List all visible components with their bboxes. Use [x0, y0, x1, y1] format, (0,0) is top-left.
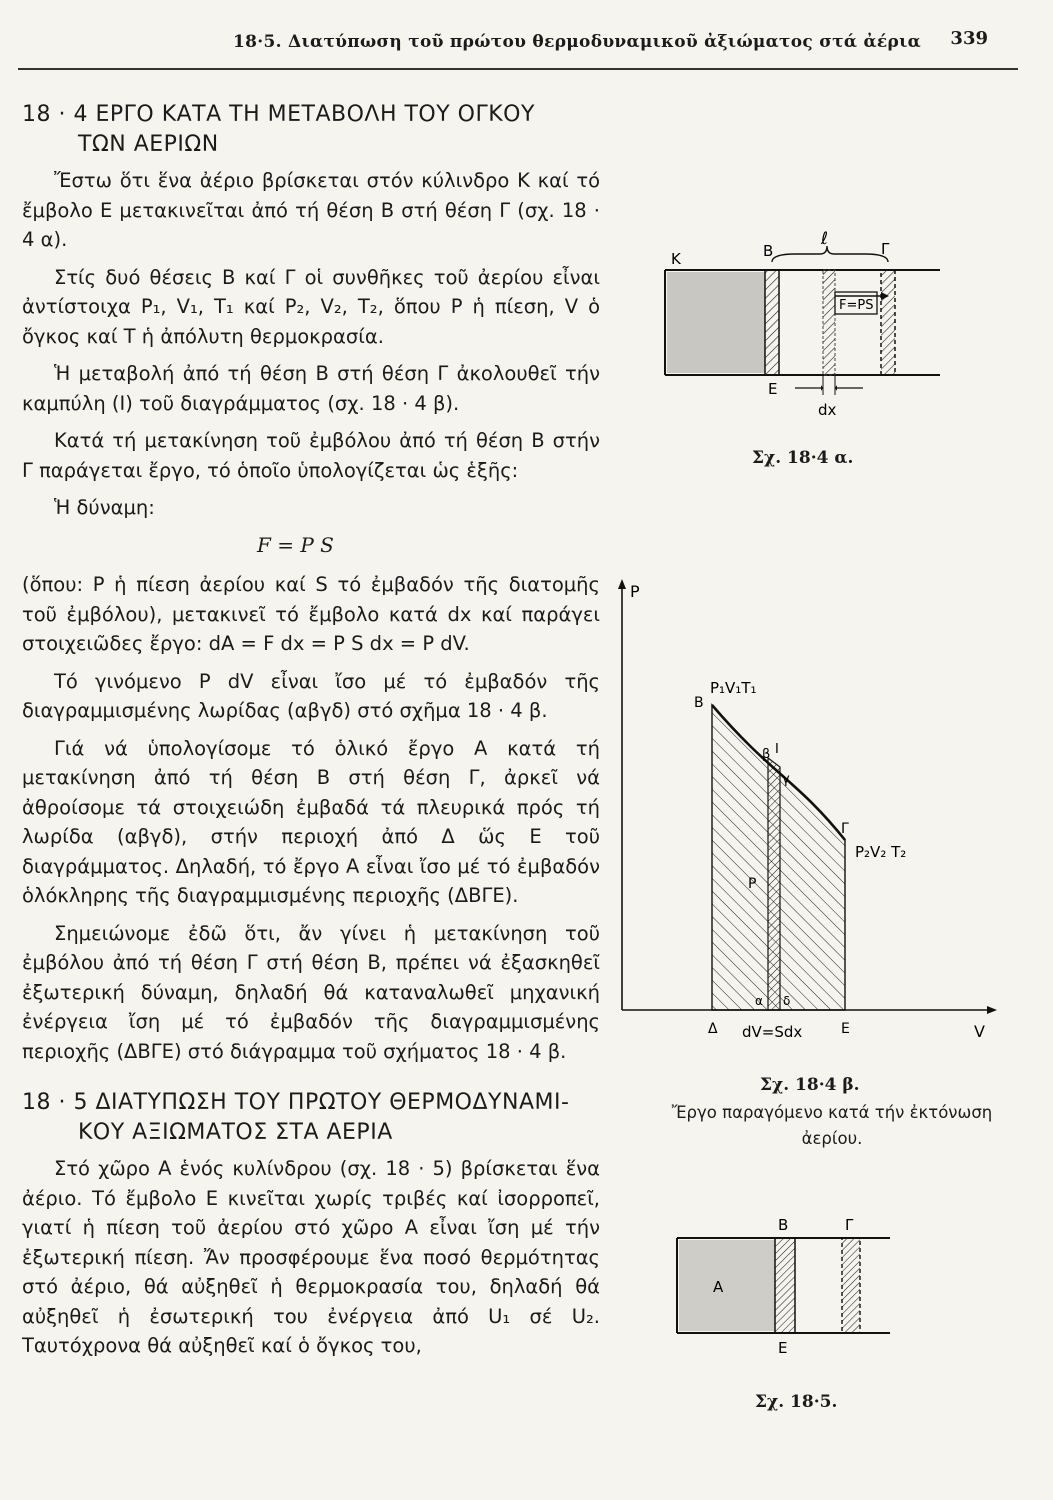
label-B: Β	[694, 695, 704, 711]
label-E: Ε	[768, 380, 778, 398]
figure-18-4b-subcaption	[622, 1100, 1042, 1152]
paragraph: Τό γινόμενο P dV εἶναι ἴσο μέ τό ἐμβαδόν τῆς διαγραμμισμένης λωρίδας (αβγδ) στό σχῆμα 18 · 4 β.	[22, 669, 600, 722]
label-K: Κ	[671, 250, 681, 268]
paragraph: Σημειώνομε ἐδῶ ὅτι, ἄν γίνει ἡ μετακίνηση τοῦ ἐμβόλου ἀπό τή θέση Γ στή θέση Β, πρέπει νά ἐξασκηθεῖ ἐξωτερική δύναμη, δηλαδή θά καταναλωθεῖ μηχανική ἐνέργεια ἴση μέ τό ἐμβαδόν τῆς διαγραμμισμένης περιοχῆς (ΔΒΓΕ) στό διάγραμμα τοῦ σχήματος 18 · 4 β.	[22, 921, 600, 1063]
section-18-5-heading	[22, 1088, 600, 1148]
section-18-4-heading	[22, 100, 600, 160]
label-dx: dx	[818, 401, 837, 419]
label-dV: dV=Sdx	[742, 1023, 803, 1041]
paragraph: Ἡ μεταβολή ἀπό τή θέση Β στή θέση Γ ἀκολουθεῖ τήν καμπύλη (Ι) τοῦ διαγράμματος (σχ. 18 · 4 β).	[22, 362, 600, 415]
paragraph: Στό χῶρο Α ἑνός κυλίνδρου (σχ. 18 · 5) βρίσκεται ἕνα ἀέριο. Τό ἔμβολο Ε κινεῖται χωρίς τριβές καί ἰσορροπεῖ, γιατί ἡ πίεση τοῦ ἀερίου στό χῶρο Α εἶναι ἴση μέ τήν ἐξωτερική πίεση. Ἄν προσφέρουμε ἕνα ποσό θερμότητας στό ἀέριο, θά αὐξηθεῖ ἡ θερμοκρασία του, δηλαδή θά αὐξηθεῖ ἡ ἐσωτερική του ἐνέργεια ἀπό U₁ σέ U₂. Ταυτόχρονα θά αὐξηθεῖ καί ὁ ὄγκος του,	[22, 1157, 600, 1357]
paragraph: Γιά νά ὑπολογίσομε τό ὁλικό ἔργο Α κατά τή μετακίνηση ἀπό τή θέση Β στή θέση Γ, ἀρκεῖ νά ἀθροίσομε τά στοιχειώδη ἐμβαδά τά πλευρικά πρός τή λωρίδα (αβγδ), στήν περιοχή ἀπό Δ ὥς Ε τοῦ διαγράμματος. Δηλαδή, τό ἔργο Α εἶναι ἴσο μέ τό ἐμβαδόν ὁλόκληρης τῆς διαγραμμισμένης περιοχῆς (ΔΒΓΕ).	[22, 736, 600, 907]
label-B: Β	[763, 242, 774, 260]
label-G: Γ	[845, 1216, 854, 1234]
label-G: Γ	[841, 821, 849, 837]
heading-line-2: ΤΩΝ ΑΕΡΙΩΝ	[78, 132, 219, 157]
label-E: Ε	[778, 1339, 788, 1357]
paragraph: Ἔστω ὅτι ἕνα ἀέριο βρίσκεται στόν κύλινδρο Κ καί τό ἔμβολο Ε μετακινεῖται ἀπό τή θέση Β στή θέση Γ (σχ. 18 · 4 α).	[22, 169, 600, 251]
heading-line-1: 18 · 5 ΔΙΑΤΥΠΩΣΗ ΤΟΥ ΠΡΩΤΟΥ ΘΕΡΜΟΔΥΝΑΜΙ-	[22, 1090, 570, 1115]
label-curve: Ι	[775, 742, 779, 757]
paragraph: (ὅπου: Ρ ἡ πίεση ἀερίου καί S τό ἐμβαδόν τῆς διατομῆς τοῦ ἐμβόλου), μετακινεῖ τό ἔμβολο κατά dx καί παράγει στοιχειῶδες ἔργο: dA = F dx = P S dx = P dV.	[22, 573, 600, 655]
gas-region-A	[679, 1240, 775, 1331]
label-gamma: γ	[782, 772, 790, 787]
formula-force: F = P S	[257, 532, 334, 557]
text-column	[22, 100, 600, 1369]
label-state2: P₂V₂ T₂	[855, 843, 907, 861]
label-state1: P₁V₁T₁	[710, 679, 757, 697]
subcaption-line-2: ἀερίου.	[801, 1129, 863, 1148]
page-number: 339	[950, 28, 988, 49]
label-alpha: α	[755, 994, 763, 1008]
piston-E	[775, 1238, 795, 1333]
label-force: F=PS	[839, 298, 874, 313]
paragraph: Κατά τή μετακίνηση τοῦ ἐμβόλου ἀπό τή θέση Β στήν Γ παράγεται ἔργο, τό ὁποῖο ὑπολογίζεται ὡς ἑξῆς:	[22, 429, 600, 482]
label-A: Α	[713, 1278, 724, 1296]
running-header	[18, 22, 1018, 70]
figure-18-5	[665, 1208, 905, 1368]
label-P: P	[748, 876, 757, 892]
label-E: Ε	[841, 1021, 850, 1037]
gas-region	[667, 272, 765, 373]
piston-at-G	[842, 1238, 860, 1333]
heading-line-2: ΚΟΥ ΑΞΙΩΜΑΤΟΣ ΣΤΑ ΑΕΡΙΑ	[78, 1120, 393, 1145]
figure-18-4a-caption: Σχ. 18·4 α.	[752, 448, 854, 468]
length-brace	[772, 246, 888, 262]
strip-dx	[823, 270, 835, 375]
subcaption-line-1: Ἔργο παραγόμενο κατά τήν ἐκτόνωση	[671, 1103, 993, 1122]
label-beta: β	[762, 747, 771, 762]
label-axis-V: V	[974, 1022, 985, 1041]
label-B: Β	[778, 1216, 789, 1234]
figure-18-4b	[612, 575, 1012, 1050]
label-axis-P: P	[630, 582, 640, 601]
figure-18-4a	[655, 230, 955, 430]
label-l: ℓ	[821, 230, 829, 249]
figure-18-5-caption: Σχ. 18·5.	[755, 1392, 838, 1412]
label-delta-small: δ	[783, 994, 791, 1008]
label-G: Γ	[881, 240, 890, 258]
piston-at-B	[765, 270, 779, 375]
heading-line-1: 18 · 4 ΕΡΓΟ ΚΑΤΑ ΤΗ ΜΕΤΑΒΟΛΗ ΤΟΥ ΟΓΚΟΥ	[22, 102, 535, 127]
paragraph: Στίς δυό θέσεις Β καί Γ οἱ συνθῆκες τοῦ ἀερίου εἶναι ἀντίστοιχα P₁, V₁, T₁ καί P₂, V₂, T₂, ὅπου Ρ ἡ πίεση, V ὁ ὄγκος καί Τ ἡ ἀπόλυτη θερμοκρασία.	[22, 265, 600, 348]
paragraph: Ἡ δύναμη:	[54, 496, 155, 519]
running-title: 18·5. Διατύπωση τοῦ πρώτου θερμοδυναμικοῦ ἀξιώματος στά ἀέρια	[233, 32, 922, 52]
label-Delta: Δ	[708, 1021, 718, 1037]
strip-abgd	[768, 758, 780, 1010]
figure-18-4b-caption: Σχ. 18·4 β.	[760, 1075, 860, 1095]
piston-at-G	[881, 270, 895, 375]
